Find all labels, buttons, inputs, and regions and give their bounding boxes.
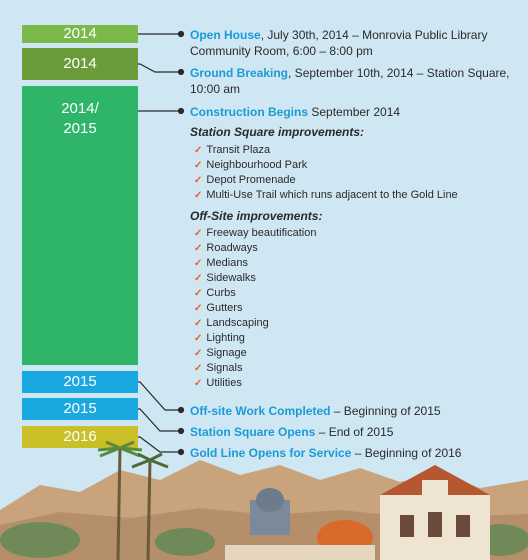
list-item-label: Curbs [206, 287, 236, 299]
event-construction [190, 104, 520, 120]
year-bar-construction-line1: 2014/ [61, 100, 99, 117]
list-item [194, 271, 316, 286]
event-gold-line-detail: – Beginning of 2016 [351, 446, 462, 460]
list-item [194, 158, 458, 173]
list-item-label: Medians [206, 257, 248, 269]
list-item-label: Multi-Use Trail which runs adjacent to the Gold Line [206, 189, 458, 201]
checkmark-icon: ✓ [194, 273, 203, 284]
event-offsite-complete-title: Off-site Work Completed [190, 404, 331, 418]
checkmark-icon: ✓ [194, 160, 203, 171]
trees-left [0, 522, 80, 558]
list-item [194, 301, 316, 316]
list-item [194, 173, 458, 188]
list-item-label: Signage [206, 347, 247, 359]
station-square-heading: Station Square improvements: [190, 125, 365, 139]
list-item-label: Signals [206, 362, 243, 374]
event-gold-line-title: Gold Line Opens for Service [190, 446, 352, 460]
list-item [194, 376, 316, 391]
event-construction-title: Construction Begins [190, 105, 309, 119]
list-item-label: Neighbourhood Park [206, 159, 308, 171]
event-ground-breaking-title: Ground Breaking [190, 66, 289, 80]
year-bar-open-house: 2014 [22, 25, 138, 43]
year-bar-square-opens: 2015 [22, 398, 138, 420]
list-item-label: Freeway beautification [206, 227, 317, 239]
list-item [194, 256, 316, 271]
list-item-label: Landscaping [206, 317, 269, 329]
event-square-opens-title: Station Square Opens [190, 425, 316, 439]
monrovia-wall [225, 545, 375, 560]
year-bar-ground-breaking: 2014 [22, 48, 138, 80]
list-item-label: Lighting [206, 332, 245, 344]
list-item [194, 188, 458, 203]
year-bar-construction-line2: 2015 [63, 119, 97, 137]
list-item [194, 361, 316, 376]
list-item-label: Roadways [206, 242, 258, 254]
checkmark-icon: ✓ [194, 288, 203, 299]
list-item [194, 316, 316, 331]
list-item [194, 241, 316, 256]
list-item [194, 346, 316, 361]
checkmark-icon: ✓ [194, 258, 203, 269]
list-item-label: Utilities [206, 377, 242, 389]
trees-middle [155, 528, 215, 556]
list-item [194, 143, 458, 158]
checkmark-icon: ✓ [194, 243, 203, 254]
checkmark-icon: ✓ [194, 318, 203, 329]
event-ground-breaking-detail: , September 10th, 2014 – Station Square, 10:00 am [190, 66, 510, 96]
checkmark-icon: ✓ [194, 303, 203, 314]
list-item [194, 226, 316, 241]
checkmark-icon: ✓ [194, 333, 203, 344]
list-item-label: Depot Promenade [206, 174, 296, 186]
year-bar-construction [22, 86, 138, 365]
checkmark-icon: ✓ [194, 228, 203, 239]
list-item-label: Gutters [206, 302, 243, 314]
checkmark-icon: ✓ [194, 175, 203, 186]
event-offsite-complete-detail: – Beginning of 2015 [330, 404, 441, 418]
event-construction-detail: September 2014 [308, 105, 401, 119]
station-square-list [194, 143, 458, 203]
event-ground-breaking [190, 65, 520, 97]
list-item [194, 286, 316, 301]
landscape-illustration [0, 430, 528, 560]
list-item-label: Sidewalks [206, 272, 256, 284]
list-item-label: Transit Plaza [206, 144, 271, 156]
event-open-house-title: Open House [190, 28, 261, 42]
year-bar-offsite-complete: 2015 [22, 371, 138, 393]
event-offsite-complete [190, 403, 520, 419]
event-square-opens-detail: – End of 2015 [315, 425, 394, 439]
checkmark-icon: ✓ [194, 145, 203, 156]
year-bar-gold-line: 2016 [22, 426, 138, 448]
event-open-house-detail: , July 30th, 2014 – Monrovia Public Library Community Room, 6:00 – 8:00 pm [190, 28, 488, 58]
checkmark-icon: ✓ [194, 348, 203, 359]
station-building-icon [380, 465, 490, 560]
off-site-list [194, 226, 316, 391]
list-item [194, 331, 316, 346]
checkmark-icon: ✓ [194, 190, 203, 201]
off-site-heading: Off-Site improvements: [190, 209, 323, 223]
checkmark-icon: ✓ [194, 363, 203, 374]
event-open-house [190, 27, 520, 59]
checkmark-icon: ✓ [194, 378, 203, 389]
